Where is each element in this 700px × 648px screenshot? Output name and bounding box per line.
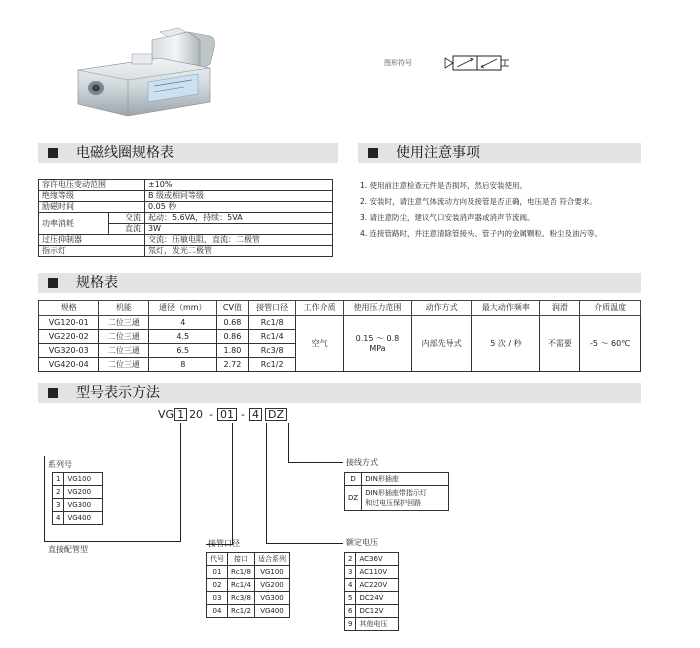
square-bullet-icon [48,278,58,288]
pressure-range: 0.15 ～ 0.8 [355,333,400,343]
value-cell: VG200 [64,486,103,499]
section-title: 规格表 [76,275,118,291]
code-cell: DZ [345,486,362,511]
cell: 二位三通 [99,344,149,358]
col-header: 规格 [39,301,99,316]
cell: 4.5 [149,330,217,344]
table-row [345,553,399,566]
port-cell: Rc1/2 [228,605,255,618]
col-header: 接管口径 [248,301,296,316]
col-header: 润滑 [540,301,580,316]
table-row [345,473,449,486]
coil-spec-table [38,179,333,257]
code-cell: 03 [207,592,228,605]
code-cell: 4 [53,512,64,525]
table-row [39,191,333,202]
table-header-row [207,553,290,566]
value-cell: VG300 [64,499,103,512]
table-row [53,512,103,525]
table-row [207,579,290,592]
cell: 二位三通 [99,316,149,330]
series-cell: VG400 [254,605,289,618]
connector-line [266,543,343,544]
port-cell: Rc1/8 [228,566,255,579]
port-title: 接管口径 [208,539,240,548]
square-bullet-icon [48,388,58,398]
code-cell: 2 [345,553,356,566]
value-cell: DIN形插座 [362,473,449,486]
cell: 1.80 [217,344,249,358]
model-dash: - [241,408,246,421]
cell: Rc3/8 [248,344,296,358]
table-row [207,605,290,618]
cell: Rc1/8 [248,316,296,330]
temperature-cell: -5 ～ 60℃ [580,316,641,372]
cell: VG120-01 [39,316,99,330]
table-header-row [39,301,641,316]
coil-label: 容许电压变动范围 [39,180,145,191]
code-cell: 6 [345,605,356,618]
model-series-box: 1 [174,408,187,421]
section-title: 电磁线圈规格表 [76,145,174,161]
coil-label: 励磁时间 [39,202,145,213]
spec-table [38,300,641,372]
connector-line [44,541,181,542]
col-header: 接口 [228,553,255,566]
code-cell: 01 [207,566,228,579]
table-row [39,246,333,257]
port-cell: Rc1/4 [228,579,255,592]
col-header: 机能 [99,301,149,316]
table-row [345,592,399,605]
value-cell: DC12V [356,605,399,618]
section-title: 使用注意事项 [396,145,480,161]
code-cell: 4 [345,579,356,592]
value-cell: DIN形插座带指示灯 和过电压保护回路 [362,486,449,511]
value-cell: DC24V [356,592,399,605]
model-dash: - [209,408,214,421]
coil-label: 过压抑制器 [39,235,145,246]
table-row [39,316,641,330]
solenoid-valve-illustration [60,18,230,118]
code-cell: 3 [53,499,64,512]
code-cell: 02 [207,579,228,592]
lubrication-cell: 不需要 [540,316,580,372]
col-header: 使用压力范围 [343,301,411,316]
value-cell: VG400 [64,512,103,525]
table-row [207,566,290,579]
coil-value: 0.05 秒 [145,202,333,213]
pressure-unit: MPa [369,343,386,353]
usage-notes [360,178,650,242]
table-row [39,213,333,224]
code-cell: 1 [53,473,64,486]
table-row [53,473,103,486]
connector-line [232,423,233,544]
model-prefix: VG [158,408,175,421]
valve-photo [60,18,230,118]
cell: VG220-02 [39,330,99,344]
model-mid: 20 [189,408,204,421]
cell: VG320-03 [39,344,99,358]
coil-label: 绝缘等级 [39,191,145,202]
coil-value: ±10% [145,180,333,191]
section-spec-header [38,273,641,293]
action-cell: 内部先导式 [412,316,472,372]
cell: 二位三通 [99,330,149,344]
coil-label: 指示灯 [39,246,145,257]
series-cell: VG300 [254,592,289,605]
value-cell: 其他电压 [356,618,399,631]
wiring-table [344,472,449,511]
cell: VG420-04 [39,358,99,372]
wiring-title: 接线方式 [346,458,378,467]
table-row [39,202,333,213]
table-row [53,499,103,512]
connector-line [180,423,181,541]
connector-line [288,423,289,463]
table-row [345,566,399,579]
col-header: 动作方式 [412,301,472,316]
section-model-header [38,383,641,403]
cell: 2.72 [217,358,249,372]
code-cell: 5 [345,592,356,605]
cell: Rc1/4 [248,330,296,344]
note-item: 2. 安装时，请注意气体流动方向及接管是否正确，电压是否 符合要求。 [360,197,597,206]
coil-value: 氖灯，发光二极管 [145,246,333,257]
series-title: 系列号 [48,460,72,469]
medium-cell: 空气 [296,316,344,372]
col-header: CV值 [217,301,249,316]
code-cell: 04 [207,605,228,618]
model-port-box: 01 [217,408,237,421]
coil-sublabel: 交流 [109,213,145,224]
value-cell: AC220V [356,579,399,592]
code-cell: 9 [345,618,356,631]
section-title: 型号表示方法 [76,385,160,401]
code-cell: 3 [345,566,356,579]
value-cell: AC110V [356,566,399,579]
coil-sublabel: 直流 [109,224,145,235]
col-header: 代号 [207,553,228,566]
table-row [39,235,333,246]
connector-line [44,456,45,542]
series-footer: 直接配管型 [48,545,88,554]
port-table [206,552,290,618]
note-item: 3. 请注意防尘，建议气口安装消声器或消声节流阀。 [360,213,535,222]
series-cell: VG100 [254,566,289,579]
cell: 8 [149,358,217,372]
coil-value: 起动：5.6VA，持续：5VA [145,213,333,224]
cell: Rc1/2 [248,358,296,372]
connector-line [288,462,343,463]
table-row [39,180,333,191]
pressure-cell [343,316,411,372]
table-row [345,579,399,592]
coil-label: 功率消耗 [39,213,109,235]
model-voltage-box: 4 [249,408,262,421]
table-row [345,605,399,618]
cell: 二位三通 [99,358,149,372]
voltage-table [344,552,399,631]
cell: 0.86 [217,330,249,344]
col-header: 最大动作频率 [472,301,540,316]
coil-value: 3W [145,224,333,235]
series-cell: VG200 [254,579,289,592]
code-cell: 2 [53,486,64,499]
cell: 6.5 [149,344,217,358]
port-cell: Rc3/8 [228,592,255,605]
symbol-label: 图形符号 [384,59,412,67]
col-header: 工作介质 [296,301,344,316]
col-header: 适合系列 [254,553,289,566]
connector-line [266,423,267,543]
note-item: 4. 连接管路时，并注意清除管接头、管子内的金属颗粒、粉尘及油污等。 [360,229,603,238]
pneumatic-valve-symbol-icon [443,52,513,74]
section-coil-header [38,143,338,163]
table-row [53,486,103,499]
valve-symbol [443,52,513,74]
value-cell: AC36V [356,553,399,566]
table-row [207,592,290,605]
model-code [158,408,287,421]
table-row [345,618,399,631]
note-item: 1. 使用前注意检查元件是否损坏，然后安装使用。 [360,181,528,190]
square-bullet-icon [48,148,58,158]
value-cell: VG100 [64,473,103,486]
square-bullet-icon [368,148,378,158]
cell: 4 [149,316,217,330]
col-header: 介质温度 [580,301,641,316]
cell: 0.68 [217,316,249,330]
series-table [52,472,103,525]
frequency-cell: 5 次 / 秒 [472,316,540,372]
coil-value: 交流：压敏电阻，直流：二极管 [145,235,333,246]
section-notes-header [358,143,641,163]
voltage-title: 额定电压 [346,538,378,547]
coil-value: B 级或相同等级 [145,191,333,202]
model-wiring-box: DZ [265,408,287,421]
col-header: 通径（mm） [149,301,217,316]
table-row [345,486,449,511]
code-cell: D [345,473,362,486]
